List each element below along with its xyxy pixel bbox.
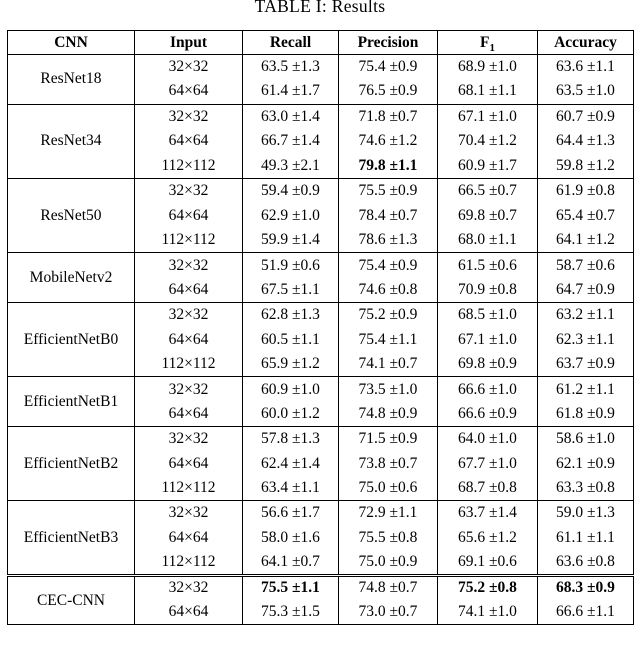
recall-cell: 59.4 ±0.9 [243, 178, 339, 203]
input-cell: 32×32 [135, 575, 243, 600]
recall-cell: 51.9 ±0.6 [243, 253, 339, 278]
f1-cell: 67.7 ±1.0 [438, 451, 538, 476]
accuracy-cell: 62.1 ±0.9 [538, 451, 634, 476]
f1-cell: 64.0 ±1.0 [438, 426, 538, 451]
recall-cell: 59.9 ±1.4 [243, 228, 339, 253]
cnn-name-cell: EfficientNetB3 [8, 501, 135, 575]
input-cell: 64×64 [135, 451, 243, 476]
accuracy-cell: 61.1 ±1.1 [538, 526, 634, 551]
f1-cell: 69.1 ±0.6 [438, 550, 538, 575]
table-row [8, 377, 634, 402]
cnn-name-cell: ResNet50 [8, 178, 135, 252]
precision-cell: 73.8 ±0.7 [339, 451, 438, 476]
precision-cell: 74.6 ±1.2 [339, 129, 438, 154]
recall-cell: 60.5 ±1.1 [243, 327, 339, 352]
input-cell: 64×64 [135, 402, 243, 427]
recall-cell: 65.9 ±1.2 [243, 352, 339, 377]
f1-cell: 60.9 ±1.7 [438, 154, 538, 179]
input-cell: 64×64 [135, 600, 243, 625]
recall-cell: 57.8 ±1.3 [243, 426, 339, 451]
accuracy-cell: 66.6 ±1.1 [538, 600, 634, 625]
recall-cell: 58.0 ±1.6 [243, 526, 339, 551]
table-row [8, 55, 634, 80]
column-header-f1: $F_1$ [438, 31, 538, 55]
accuracy-cell: 63.6 ±1.1 [538, 55, 634, 80]
accuracy-cell: 59.0 ±1.3 [538, 501, 634, 526]
precision-cell: 72.9 ±1.1 [339, 501, 438, 526]
input-cell: 112×112 [135, 476, 243, 501]
input-cell: 112×112 [135, 352, 243, 377]
f1-cell: 68.7 ±0.8 [438, 476, 538, 501]
table-row [8, 104, 634, 129]
f1-cell: 68.0 ±1.1 [438, 228, 538, 253]
cnn-name-cell: MobileNetv2 [8, 253, 135, 303]
precision-cell: 71.8 ±0.7 [339, 104, 438, 129]
accuracy-cell: 61.2 ±1.1 [538, 377, 634, 402]
f1-cell: 66.6 ±0.9 [438, 402, 538, 427]
f1-cell: 63.7 ±1.4 [438, 501, 538, 526]
input-cell: 112×112 [135, 154, 243, 179]
accuracy-cell: 58.7 ±0.6 [538, 253, 634, 278]
recall-cell: 62.8 ±1.3 [243, 302, 339, 327]
header-row [8, 31, 634, 55]
column-header-precision: Precision [339, 31, 438, 55]
precision-cell: 74.1 ±0.7 [339, 352, 438, 377]
f1-cell: 69.8 ±0.7 [438, 203, 538, 228]
input-cell: 112×112 [135, 228, 243, 253]
precision-cell: 79.8 ±1.1 [339, 154, 438, 179]
recall-cell: 63.4 ±1.1 [243, 476, 339, 501]
results-table-body [8, 55, 634, 625]
accuracy-cell: 68.3 ±0.9 [538, 575, 634, 600]
f1-cell: 75.2 ±0.8 [438, 575, 538, 600]
table-row [8, 302, 634, 327]
input-cell: 32×32 [135, 426, 243, 451]
recall-cell: 64.1 ±0.7 [243, 550, 339, 575]
precision-cell: 78.6 ±1.3 [339, 228, 438, 253]
accuracy-cell: 58.6 ±1.0 [538, 426, 634, 451]
recall-cell: 60.9 ±1.0 [243, 377, 339, 402]
input-cell: 64×64 [135, 327, 243, 352]
input-cell: 64×64 [135, 526, 243, 551]
cnn-name-cell: ResNet34 [8, 104, 135, 178]
accuracy-cell: 63.5 ±1.0 [538, 79, 634, 104]
recall-cell: 49.3 ±2.1 [243, 154, 339, 179]
accuracy-cell: 65.4 ±0.7 [538, 203, 634, 228]
precision-cell: 71.5 ±0.9 [339, 426, 438, 451]
cnn-name-cell: EfficientNetB0 [8, 302, 135, 376]
recall-cell: 75.5 ±1.1 [243, 575, 339, 600]
column-header-input: Input [135, 31, 243, 55]
precision-cell: 75.0 ±0.6 [339, 476, 438, 501]
f1-cell: 67.1 ±1.0 [438, 104, 538, 129]
precision-cell: 74.8 ±0.9 [339, 402, 438, 427]
f1-cell: 70.9 ±0.8 [438, 278, 538, 303]
results-table [7, 30, 634, 625]
f1-cell: 69.8 ±0.9 [438, 352, 538, 377]
table-row [8, 426, 634, 451]
accuracy-cell: 64.1 ±1.2 [538, 228, 634, 253]
table-row [8, 253, 634, 278]
f1-cell: 66.5 ±0.7 [438, 178, 538, 203]
accuracy-cell: 61.9 ±0.8 [538, 178, 634, 203]
precision-cell: 75.0 ±0.9 [339, 550, 438, 575]
input-cell: 32×32 [135, 55, 243, 80]
f1-cell: 66.6 ±1.0 [438, 377, 538, 402]
table-row [8, 501, 634, 526]
precision-cell: 75.5 ±0.9 [339, 178, 438, 203]
accuracy-cell: 63.3 ±0.8 [538, 476, 634, 501]
precision-cell: 75.5 ±0.8 [339, 526, 438, 551]
cnn-name-cell: EfficientNetB2 [8, 426, 135, 500]
recall-cell: 63.5 ±1.3 [243, 55, 339, 80]
precision-cell: 74.8 ±0.7 [339, 575, 438, 600]
precision-cell: 73.5 ±1.0 [339, 377, 438, 402]
accuracy-cell: 63.6 ±0.8 [538, 550, 634, 575]
f1-cell: 61.5 ±0.6 [438, 253, 538, 278]
f1-cell: 65.6 ±1.2 [438, 526, 538, 551]
precision-cell: 78.4 ±0.7 [339, 203, 438, 228]
input-cell: 112×112 [135, 550, 243, 575]
input-cell: 64×64 [135, 79, 243, 104]
f1-cell: 74.1 ±1.0 [438, 600, 538, 625]
table-row [8, 178, 634, 203]
input-cell: 64×64 [135, 129, 243, 154]
input-cell: 32×32 [135, 253, 243, 278]
precision-cell: 75.2 ±0.9 [339, 302, 438, 327]
accuracy-cell: 62.3 ±1.1 [538, 327, 634, 352]
input-cell: 32×32 [135, 178, 243, 203]
precision-cell: 74.6 ±0.8 [339, 278, 438, 303]
column-header-cnn: CNN [8, 31, 135, 55]
recall-cell: 67.5 ±1.1 [243, 278, 339, 303]
precision-cell: 75.4 ±0.9 [339, 253, 438, 278]
accuracy-cell: 60.7 ±0.9 [538, 104, 634, 129]
recall-cell: 61.4 ±1.7 [243, 79, 339, 104]
precision-cell: 76.5 ±0.9 [339, 79, 438, 104]
cnn-name-cell: EfficientNetB1 [8, 377, 135, 427]
precision-cell: 75.4 ±0.9 [339, 55, 438, 80]
table-caption: TABLE I: Results [254, 0, 386, 16]
input-cell: 32×32 [135, 501, 243, 526]
accuracy-cell: 63.2 ±1.1 [538, 302, 634, 327]
column-header-recall: Recall [243, 31, 339, 55]
accuracy-cell: 61.8 ±0.9 [538, 402, 634, 427]
column-header-accuracy: Accuracy [538, 31, 634, 55]
input-cell: 32×32 [135, 377, 243, 402]
recall-cell: 75.3 ±1.5 [243, 600, 339, 625]
f1-cell: 70.4 ±1.2 [438, 129, 538, 154]
recall-cell: 60.0 ±1.2 [243, 402, 339, 427]
input-cell: 64×64 [135, 278, 243, 303]
recall-cell: 56.6 ±1.7 [243, 501, 339, 526]
input-cell: 32×32 [135, 104, 243, 129]
accuracy-cell: 59.8 ±1.2 [538, 154, 634, 179]
recall-cell: 66.7 ±1.4 [243, 129, 339, 154]
input-cell: 64×64 [135, 203, 243, 228]
table-row [8, 575, 634, 600]
accuracy-cell: 64.4 ±1.3 [538, 129, 634, 154]
accuracy-cell: 64.7 ±0.9 [538, 278, 634, 303]
recall-cell: 63.0 ±1.4 [243, 104, 339, 129]
f1-cell: 68.1 ±1.1 [438, 79, 538, 104]
recall-cell: 62.9 ±1.0 [243, 203, 339, 228]
input-cell: 32×32 [135, 302, 243, 327]
precision-cell: 73.0 ±0.7 [339, 600, 438, 625]
cnn-name-cell: CEC-CNN [8, 575, 135, 625]
precision-cell: 75.4 ±1.1 [339, 327, 438, 352]
f1-cell: 68.5 ±1.0 [438, 302, 538, 327]
recall-cell: 62.4 ±1.4 [243, 451, 339, 476]
f1-cell: 67.1 ±1.0 [438, 327, 538, 352]
cnn-name-cell: ResNet18 [8, 55, 135, 105]
accuracy-cell: 63.7 ±0.9 [538, 352, 634, 377]
f1-cell: 68.9 ±1.0 [438, 55, 538, 80]
